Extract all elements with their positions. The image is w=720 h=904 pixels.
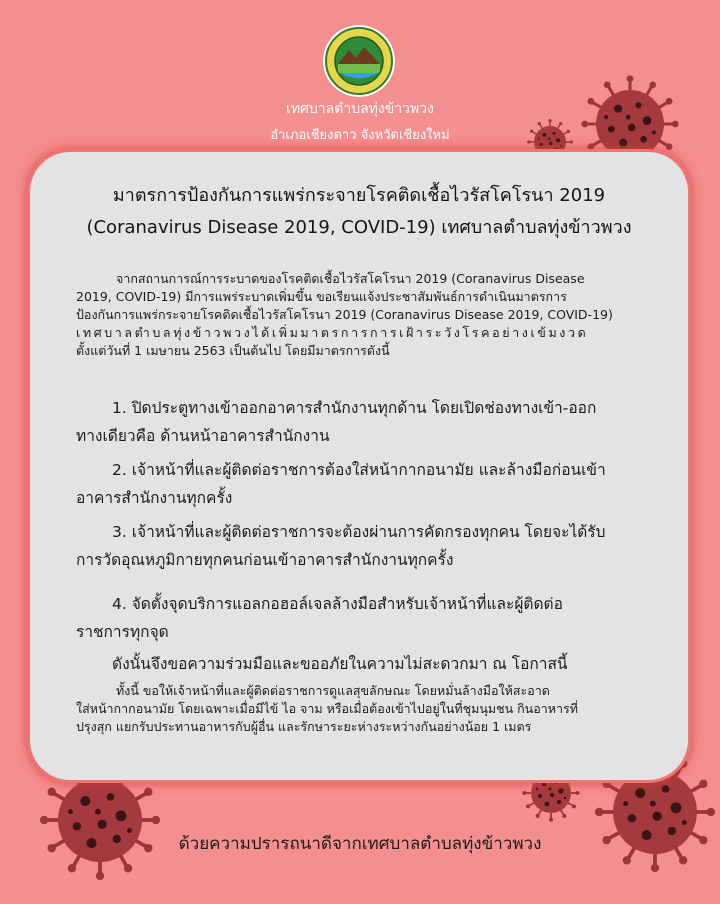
announcement-title-line1: มาตรการป้องกันการแพร่กระจายโรคติดเชื้อไวรัสโคโรนา 2019 (112, 185, 606, 206)
closing-paragraph (76, 682, 666, 736)
measure-item-1: 1. ปิดประตูทางเข้าออกอาคารสำนักงานทุกด้าน โดยเปิดช่องทางเข้า-ออก ทางเดียวคือ ด้านหน้าอาคารสำนักงาน (76, 399, 597, 445)
closing-line: ทั้งนี้ ขอให้เจ้าหน้าที่และผู้ติดต่อราชการดูแลสุขลักษณะ โดยหมั่นล้างมือให้สะอาด (116, 683, 550, 698)
intro-line: จากสถานการณ์การระบาดของโรคติดเชื้อไวรัสโคโรนา 2019 (Coranavirus Disease (116, 271, 585, 286)
announcement-title-line2: (Coranavirus Disease 2019, COVID-19) เทศบาลตำบลทุ่งข้าวพวง (86, 217, 632, 238)
announcement-card (30, 152, 688, 780)
measure-item-4: 4. จัดตั้งจุดบริการแอลกอฮอล์เจลล้างมือสำหรับเจ้าหน้าที่และผู้ติดต่อ ราชการทุกจุด (76, 595, 563, 641)
apology-line: ดังนั้นจึงขอความร่วมมือและขออภัยในความไม่สะดวกมา ณ โอกาสนี้ (112, 655, 568, 673)
intro-line: ป้องกันการแพร่กระจายโรคติดเชื้อไวรัสโคโรนา 2019 (Coranavirus Disease 2019, COVID-19) (76, 307, 613, 322)
intro-line: เทศบาลตำบลทุ่งข้าวพวงได้เพิ่มมาตรการการเฝ้าระวังโรคอย่างเข้มงวด (76, 325, 589, 340)
municipality-seal-icon (322, 24, 396, 98)
footer-message: ด้วยความปรารถนาดีจากเทศบาลตำบลทุ่งข้าวพวง (178, 834, 542, 854)
org-name: เทศบาลตำบลทุ่งข้าวพวง (286, 101, 434, 117)
measure-item-3: 3. เจ้าหน้าที่และผู้ติดต่อราชการจะต้องผ่านการคัดกรองทุกคน โดยจะได้รับ การวัดอุณหภูมิกายทุกคนก่อนเข้าอาคารสำนักงานทุกครั้ง (76, 523, 606, 569)
intro-paragraph (76, 270, 664, 360)
measure-item-2: 2. เจ้าหน้าที่และผู้ติดต่อราชการต้องใส่หน้ากากอนามัย และล้างมือก่อนเข้า อาคารสำนักงานทุกครั้ง (76, 461, 606, 507)
org-location: อำเภอเชียงดาว จังหวัดเชียงใหม่ (270, 128, 450, 143)
intro-line: 2019, COVID-19) มีการแพร่ระบาดเพิ่มขึ้น ขอเรียนแจ้งประชาสัมพันธ์การดำเนินมาตรการ (76, 289, 567, 304)
closing-line: ใส่หน้ากากอนามัย โดยเฉพาะเมื่อมีไข้ ไอ จาม หรือเมื่อต้องเข้าไปอยู่ในที่ชุมนุมชน กินอาหารที่ (76, 701, 578, 716)
closing-line: ปรุงสุก แยกรับประทานอาหารกับผู้อื่น และรักษาระยะห่างระหว่างกันอย่างน้อย 1 เมตร (76, 719, 532, 734)
intro-line: ตั้งแต่วันที่ 1 เมษายน 2563 เป็นต้นไป โดยมีมาตรการดังนี้ (76, 343, 390, 358)
